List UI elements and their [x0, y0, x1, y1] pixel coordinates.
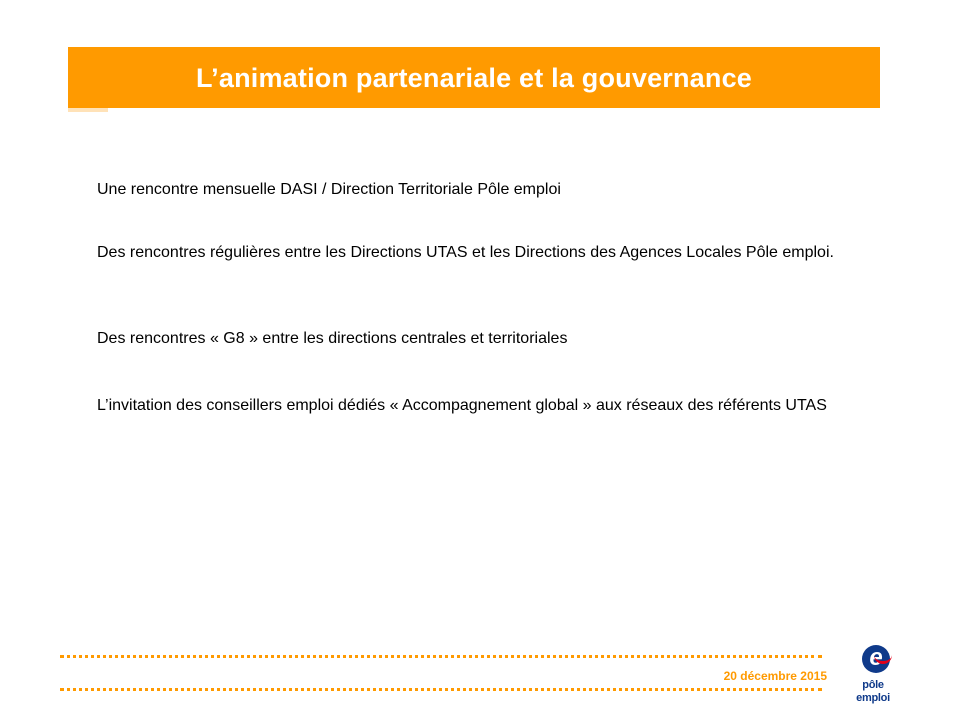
paragraph-4: L’invitation des conseillers emploi dédiés « Accompagnement global » aux réseaux des référents UTAS	[97, 397, 827, 414]
title-banner-notch	[68, 108, 108, 112]
paragraph-2: Des rencontres régulières entre les Directions UTAS et les Directions des Agences Locales Pôle emploi.	[97, 244, 834, 261]
paragraph-1: Une rencontre mensuelle DASI / Direction Territoriale Pôle emploi	[97, 181, 561, 198]
slide-title: L’animation partenariale et la gouvernance	[195, 63, 753, 93]
pole-emploi-logo	[846, 644, 900, 704]
title-banner	[68, 47, 880, 108]
footer-divider-bottom	[60, 688, 822, 691]
logo-letter: e	[869, 644, 883, 671]
footer-date: 20 décembre 2015	[723, 669, 827, 683]
paragraph-3: Des rencontres « G8 » entre les directions centrales et territoriales	[97, 330, 568, 347]
logo-wordmark: pôle emploi	[856, 679, 890, 704]
footer-divider-top	[60, 655, 822, 658]
